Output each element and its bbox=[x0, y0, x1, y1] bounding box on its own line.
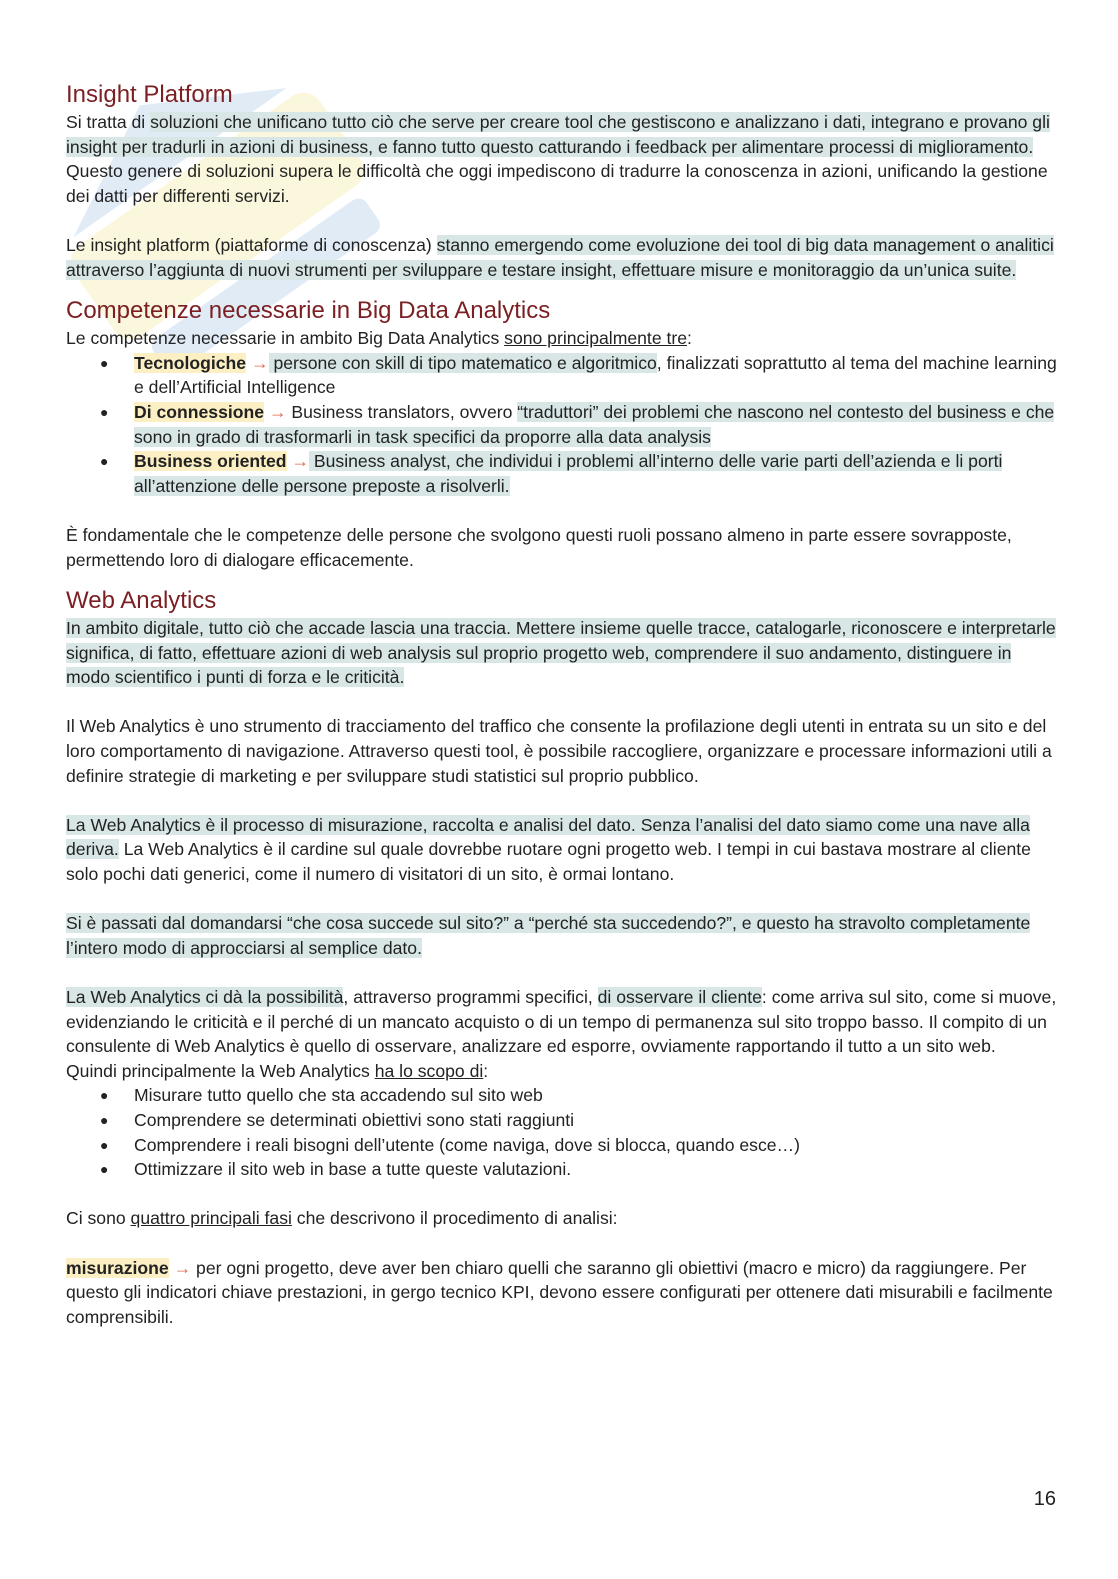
bullet-term: Business oriented bbox=[134, 451, 287, 472]
paragraph bbox=[66, 616, 1058, 690]
paragraph bbox=[66, 985, 1058, 1059]
text: : bbox=[483, 1060, 489, 1081]
paragraph bbox=[66, 1206, 1058, 1231]
text: Ci sono bbox=[66, 1208, 131, 1229]
text: : come arriva sul sito, come si muove, evidenziando le criticità e il perché di un mancato acquisto o di un tempo di permanenza sul sito troppo basso. Il compito di un consulente di Web Analytics è quello di osservare, analizzare ed esporre, ovviamente rapportando il tutto a un sito web. bbox=[66, 987, 1057, 1057]
paragraph bbox=[66, 1059, 1058, 1084]
text: Le competenze necessarie in ambito Big Data Analytics bbox=[66, 328, 505, 349]
text: Questo genere di soluzioni supera le difficoltà che oggi impediscono di tradurre la conoscenza in azioni, unificando la gestione dei datti per differenti servizi. bbox=[66, 161, 1048, 206]
list-item: ● Comprendere i reali bisogni dell’utente (come naviga, dove si blocca, quando esce…) bbox=[66, 1133, 1058, 1158]
highlighted-text: persone con skill di tipo matematico e algoritmico bbox=[268, 352, 657, 373]
paragraph bbox=[66, 813, 1058, 887]
goals-list bbox=[66, 1083, 1058, 1181]
page-number: 16 bbox=[1033, 1488, 1056, 1510]
arrow-icon: → bbox=[291, 451, 310, 472]
paragraph: Il Web Analytics è uno strumento di tracciamento del traffico che consente la profilazione degli utenti in entrata su un sito e del loro comportamento di navigazione. Attraverso questi tool, è possibile raccogliere, organizzare e processare informazioni utili a definire strategie di marketing e per sviluppare studi statistici sul proprio pubblico. bbox=[66, 716, 1052, 786]
text: , attraverso programmi specifici, bbox=[343, 987, 598, 1007]
text: Quindi principalmente la Web Analytics bbox=[66, 1060, 375, 1081]
highlighted-text: La Web Analytics ci dà la possibilità bbox=[66, 987, 344, 1007]
text: che descrivono il procedimento di analisi: bbox=[291, 1208, 618, 1229]
list-item bbox=[66, 449, 1058, 498]
list-item bbox=[66, 351, 1058, 400]
list-item: ● Comprendere se determinati obiettivi sono stati raggiunti bbox=[66, 1108, 1058, 1133]
text: : bbox=[687, 328, 692, 349]
highlighted-text: stanno emergendo come evoluzione dei tool di big data management o analitici attraverso l’aggiunta di nuovi strumenti per sviluppare e testare insight, effettuare misure e monitoraggio da un’unica suite. bbox=[66, 234, 1054, 280]
section-title-competenze: Competenze necessarie in Big Data Analytics bbox=[66, 297, 551, 325]
underlined-text: sono principalmente tre bbox=[504, 328, 688, 349]
underlined-text: quattro principali fasi bbox=[130, 1208, 292, 1229]
document-page bbox=[66, 80, 1058, 1329]
highlighted-text: Business analyst, che individui i problemi all’interno delle varie parti dell’azienda e li porti all’attenzione delle persone preposte a risolverli. bbox=[134, 451, 1003, 496]
section-title-web-analytics: Web Analytics bbox=[66, 587, 217, 615]
arrow-icon: → bbox=[173, 1257, 192, 1278]
highlighted-text: “traduttori” dei problemi che nascono nel contesto del business e che sono in grado di trasformarli in task specifici da proporre alla data analysis bbox=[134, 401, 1055, 447]
arrow-icon: → bbox=[250, 352, 269, 373]
skills-list bbox=[66, 351, 1058, 499]
list-item bbox=[66, 400, 1058, 449]
text: Business translators, ovvero bbox=[286, 401, 518, 422]
paragraph bbox=[66, 110, 1058, 208]
bullet-term: Di connessione bbox=[134, 401, 265, 422]
bullet-term: Tecnologiche bbox=[134, 352, 247, 373]
text: , finalizzati soprattutto al tema del machine learning e dell’Artificial Intelligence bbox=[134, 352, 1057, 398]
phase-term: misurazione bbox=[66, 1257, 169, 1278]
highlighted-text: soluzioni che unificano tutto ciò che serve per creare tool che gestiscono e analizzano i dati, integrano e provano gli insight per tradurli in azioni di business, e fanno tutto questo catturando i feedback per alimentare processi di miglioramento. bbox=[66, 112, 1050, 157]
list-item: ● Ottimizzare il sito web in base a tutte queste valutazioni. bbox=[66, 1157, 1058, 1182]
paragraph: È fondamentale che le competenze delle persone che svolgono questi ruoli possano almeno in parte essere sovrapposte, permettendo loro di dialogare efficacemente. bbox=[66, 524, 1012, 570]
paragraph bbox=[66, 233, 1058, 282]
highlighted-text: La Web Analytics è il processo di misurazione, raccolta e analisi del dato. Senza l’analisi del dato siamo come una nave alla deriva. bbox=[66, 814, 1030, 860]
text: Si tratta di bbox=[66, 112, 151, 132]
highlighted-text: In ambito digitale, tutto ciò che accade lascia una traccia. Mettere insieme quelle tracce, catalogarle, riconoscere e interpretarle significa, di fatto, effettuare azioni di web analysis sul proprio progetto web, comprendere il suo andamento, distinguere in modo scientifico i punti di forza e le criticità. bbox=[66, 618, 1056, 688]
paragraph bbox=[66, 911, 1058, 960]
text: La Web Analytics è il cardine sul quale dovrebbe ruotare ogni progetto web. I tempi in cui bastava mostrare al cliente solo pochi dati generici, come il numero di visitatori di un sito, è ormai lontano. bbox=[66, 839, 1031, 885]
list-item: ● Misurare tutto quello che sta accadendo sul sito web bbox=[66, 1083, 1058, 1108]
text: Le insight platform (piattaforme di conoscenza) bbox=[66, 234, 437, 255]
underlined-text: ha lo scopo di bbox=[374, 1060, 484, 1081]
highlighted-text: Si è passati dal domandarsi “che cosa succede sul sito?” a “perché sta succedendo?”, e questo ha stravolto completamente l’intero modo di approcciarsi al semplice dato. bbox=[66, 913, 1031, 958]
paragraph bbox=[66, 326, 1058, 351]
highlighted-text: di osservare il cliente bbox=[597, 987, 762, 1007]
text: per ogni progetto, deve aver ben chiaro quelli che saranno gli obiettivi (macro e micro) da raggiungere. Per questo gli indicatori chiave prestazioni, in gergo tecnico KPI, devono essere configurati per ottenere dati misurabili e facilmente comprensibili. bbox=[66, 1257, 1053, 1327]
paragraph bbox=[66, 1256, 1058, 1330]
arrow-icon: → bbox=[268, 401, 287, 422]
section-title-insight-platform: Insight Platform bbox=[66, 81, 233, 108]
